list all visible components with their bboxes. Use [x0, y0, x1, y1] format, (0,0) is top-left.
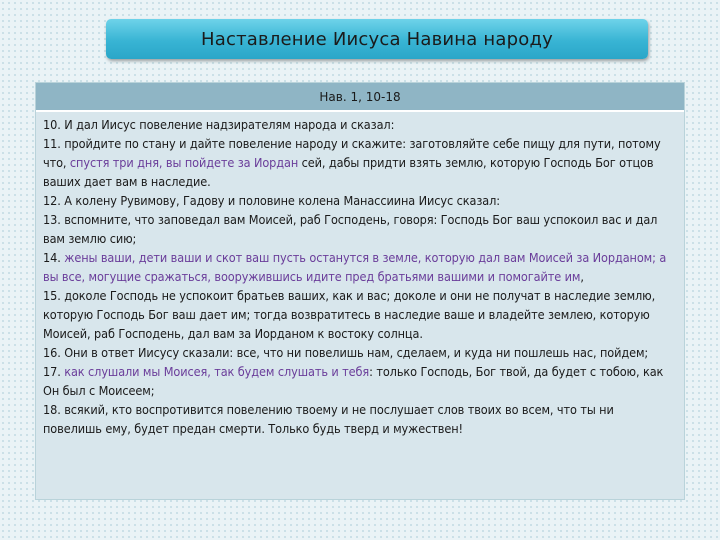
verse-15	[43, 286, 676, 343]
highlighted-phrase: как слушали мы Моисея, так будем слушать и тебя	[64, 364, 370, 379]
highlighted-phrase: спустя три дня, вы пойдете за Иордан	[69, 155, 299, 170]
verse-text: сей, дабы придти взять землю, которую Господь Бог отцов ваших дает вам в наследие.	[43, 155, 654, 189]
verse-text: ,	[580, 269, 584, 284]
table-body	[36, 112, 684, 499]
verse-text: 13. вспомните, что заповедал вам Моисей, раб Господень, говоря: Господь Бог ваш успокоил вас и дал вам землю сию;	[43, 212, 658, 246]
verse-18	[43, 400, 676, 438]
verse-13	[43, 210, 676, 248]
verse-12	[43, 191, 676, 210]
highlighted-phrase: жены ваши, дети ваши и скот ваш пусть останутся в земле, которую дал вам Моисей за Иорданом; а вы все, могущие сражаться, вооружившись идите пред братьями вашими и помогайте им	[43, 250, 667, 284]
verse-text: 15. доколе Господь не успокоит братьев ваших, как и вас; доколе и они не получат в наследие землю, которую Господь Бог ваш дает им; тогда возвратитесь в наследие ваше и владейте землею, которую Моисей, раб Господень, дал вам за Иорданом к востоку солнца.	[43, 288, 656, 341]
title-banner	[106, 19, 648, 59]
verse-16	[43, 343, 676, 362]
verse-text: 11. пройдите по стану и дайте повеление народу и скажите: заготовляйте себе пищу для пути, потому что,	[43, 136, 661, 170]
slide-title: Наставление Иисуса Навина народу	[201, 28, 553, 50]
table-header	[36, 83, 684, 112]
verse-text: 16. Они в ответ Иисусу сказали: все, что ни повелишь нам, сделаем, и куда ни пошлешь нас, пойдем;	[43, 345, 649, 360]
verse-text: 12. А колену Рувимову, Гадову и половине колена Манассиина Иисус сказал:	[43, 193, 500, 208]
verse-text: : только Господь, Бог твой, да будет с тобою, как Он был с Моисеем;	[43, 364, 664, 398]
verse-text: 17.	[43, 364, 65, 379]
scripture-reference: Нав. 1, 10-18	[319, 89, 401, 104]
verse-text: 14.	[43, 250, 65, 265]
verse-17	[43, 362, 676, 400]
verse-text: 10. И дал Иисус повеление надзирателям народа и сказал:	[43, 117, 395, 132]
verse-14	[43, 248, 676, 286]
verse-11	[43, 134, 676, 191]
verse-10	[43, 115, 676, 134]
scripture-table	[36, 83, 684, 499]
verse-text: 18. всякий, кто воспротивится повелению твоему и не послушает слов твоих во всем, что ты ни повелишь ему, будет предан смерти. Только будь тверд и мужествен!	[43, 402, 614, 436]
